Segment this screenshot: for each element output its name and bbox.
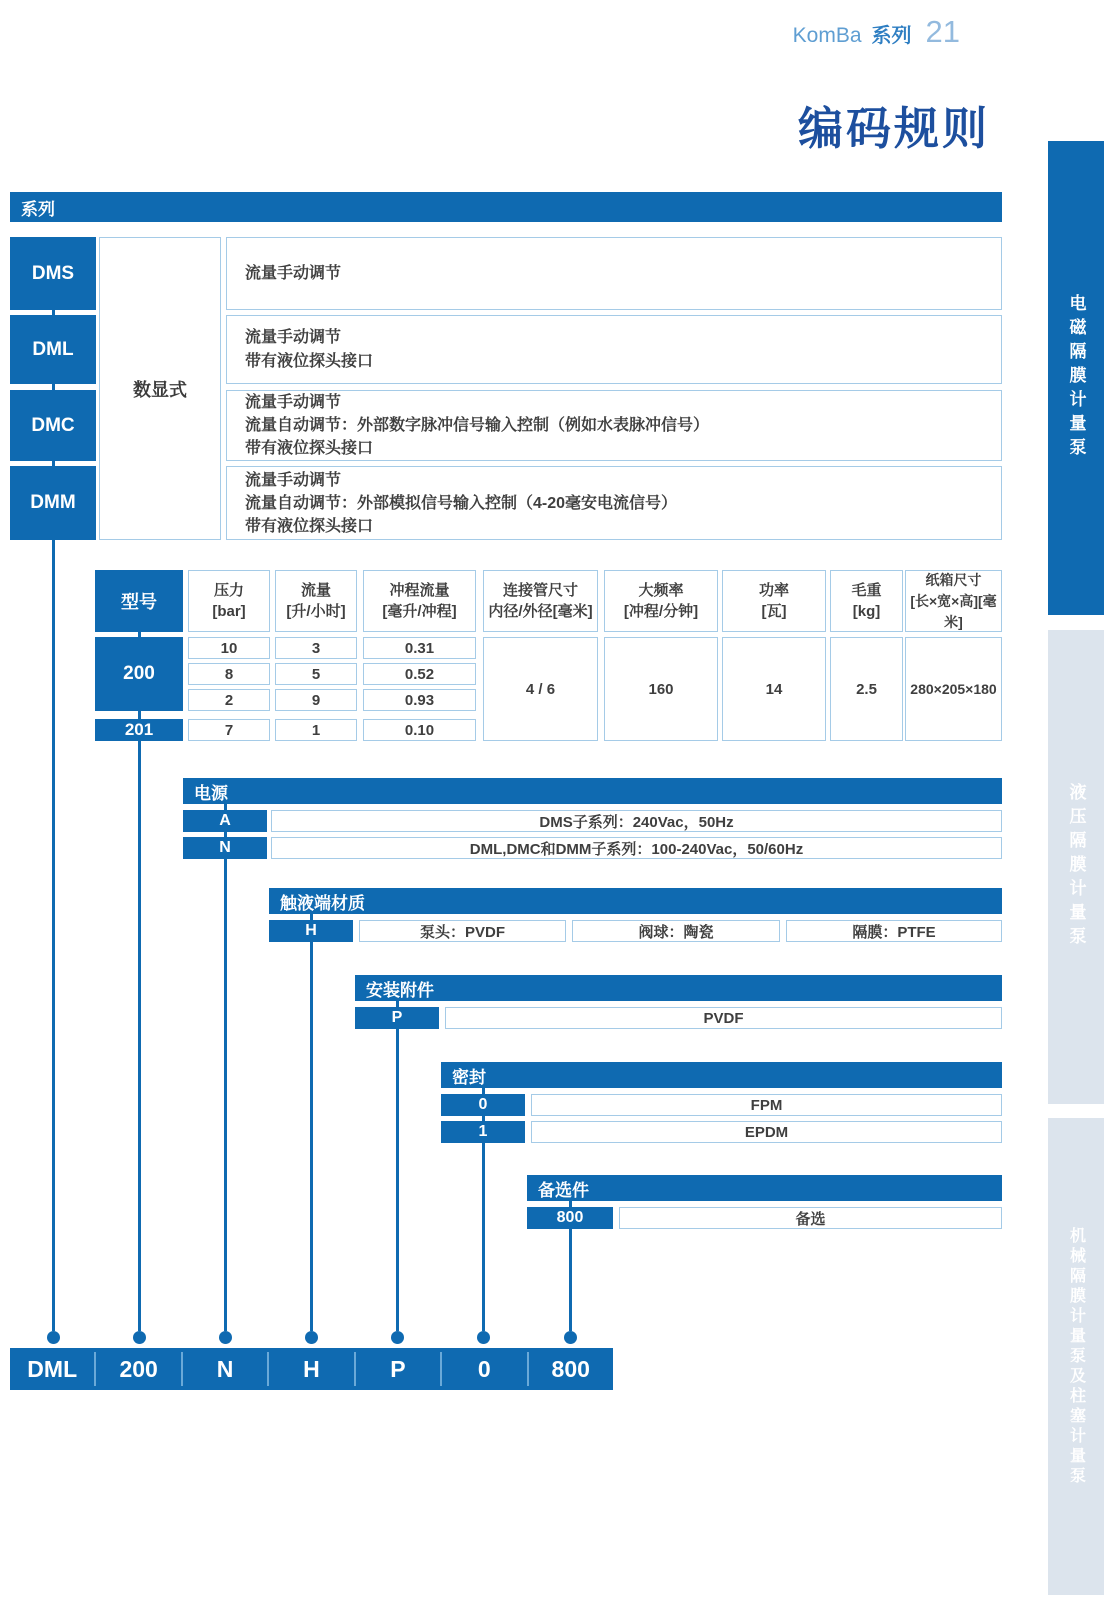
mounting-value: PVDF: [445, 1007, 1002, 1029]
col-title: 压力: [213, 582, 244, 599]
col-title: 连接管尺寸: [502, 582, 578, 599]
model-box-dmc: [10, 390, 96, 461]
spec-cell: 9: [275, 689, 357, 711]
spec-cell: 8: [188, 663, 270, 685]
spec-model-header: [95, 570, 183, 632]
code-segment-series: DML: [27, 1355, 78, 1382]
options-key-800: 800: [527, 1207, 613, 1229]
seal-value-1: EPDM: [531, 1121, 1002, 1143]
series-section-label: 系列: [21, 199, 55, 219]
display-type-label: 数显式: [133, 379, 187, 400]
code-segment-model: 200: [119, 1355, 158, 1382]
col-unit: [升/小时]: [286, 603, 346, 620]
connector-line-seal: [482, 1143, 485, 1331]
connector-line: [52, 384, 55, 390]
model-200-box: [95, 637, 183, 711]
model-201-box: [95, 719, 183, 741]
code-segment-mounting: P: [390, 1355, 406, 1382]
col-unit: [kg]: [852, 603, 881, 620]
col-title: 纸箱尺寸: [925, 571, 982, 588]
model-desc-dmm: [226, 466, 1002, 540]
col-header-carton: [905, 570, 1002, 632]
brand-name: KomBa: [792, 24, 862, 47]
mounting-section-bar: [355, 975, 1002, 1001]
options-section-label: 备选件: [538, 1180, 589, 1200]
col-header-max-freq: [604, 570, 718, 632]
material-section-bar: [269, 888, 1002, 914]
col-header-power: [722, 570, 826, 632]
col-title: 流量: [300, 582, 331, 599]
col-unit: [长×宽×高][毫米]: [910, 592, 997, 630]
col-header-pressure: [188, 570, 270, 632]
power-key-a: A: [183, 810, 267, 832]
sidebar-tab-solenoid-diaphragm-pump[interactable]: 电磁隔膜计量泵: [1048, 141, 1104, 615]
model-box-dmm: [10, 466, 96, 540]
page-number: 21: [925, 14, 960, 49]
spec-cell: 3: [275, 637, 357, 659]
sidebar-tab-hydraulic-diaphragm-pump[interactable]: 液压隔膜计量泵: [1048, 630, 1104, 1104]
mounting-section-label: 安装附件: [366, 980, 434, 1000]
connector-dot: [133, 1331, 146, 1344]
desc-line: 流量自动调节：外部数字脉冲信号输入控制（例如水表脉冲信号）: [245, 417, 710, 434]
code-segment-seal: 0: [477, 1355, 491, 1382]
seal-key-0: 0: [441, 1094, 525, 1116]
model-code-dms: DMS: [31, 262, 75, 284]
connector-dot: [391, 1331, 404, 1344]
desc-line: 流量手动调节: [245, 394, 342, 411]
connector-line-material: [310, 942, 313, 1331]
col-unit: [毫升/冲程]: [382, 603, 457, 620]
page-header: [770, 14, 960, 50]
power-key-n: N: [183, 837, 267, 859]
col-unit: [冲程/分钟]: [623, 603, 699, 620]
connector-dot: [305, 1331, 318, 1344]
spec-cell: 0.52: [363, 663, 476, 685]
connector-dot: [47, 1331, 60, 1344]
desc-line: 带有液位探头接口: [245, 517, 374, 535]
order-code-bar: [10, 1348, 613, 1390]
connector-dot: [477, 1331, 490, 1344]
seal-section-label: 密封: [452, 1067, 486, 1087]
options-value: 备选: [619, 1207, 1002, 1229]
spec-merged-power: 14: [722, 637, 826, 741]
spec-cell: 7: [188, 719, 270, 741]
model-desc-dmc: [226, 390, 1002, 461]
connector-line-options: [569, 1229, 572, 1331]
spec-model-header-label: 型号: [121, 592, 157, 612]
col-unit: [bar]: [212, 603, 246, 620]
power-value-a: DMS子系列：240Vac，50Hz: [271, 810, 1002, 832]
col-header-pipe-size: [483, 570, 598, 632]
spec-merged-freq: 160: [604, 637, 718, 741]
options-section-bar: [527, 1175, 1002, 1201]
model-code-dml: DML: [32, 338, 74, 360]
material-key-h: H: [269, 920, 353, 942]
series-section-bar: [10, 192, 1002, 222]
desc-line: 流量手动调节: [245, 471, 342, 489]
power-section-bar: [183, 778, 1002, 804]
model-box-dms: [10, 237, 96, 310]
connector-dot: [219, 1331, 232, 1344]
display-type-box: [99, 237, 221, 540]
col-unit: 内径/外径[毫米]: [488, 603, 593, 620]
seal-section-bar: [441, 1062, 1002, 1088]
spec-cell: 0.93: [363, 689, 476, 711]
connector-dot: [564, 1331, 577, 1344]
brand-series-word: 系列: [871, 25, 912, 47]
model-box-dml: [10, 315, 96, 384]
seal-key-1: 1: [441, 1121, 525, 1143]
connector-line-power: [224, 859, 227, 1331]
col-title: 大频率: [638, 582, 684, 599]
spec-cell: 0.31: [363, 637, 476, 659]
connector-line: [138, 711, 141, 719]
desc-line: 流量手动调节: [245, 328, 342, 346]
power-section-label: 电源: [194, 783, 228, 803]
model-201-label: 201: [124, 720, 154, 739]
connector-line-model: [138, 741, 141, 1331]
seal-value-0: FPM: [531, 1094, 1002, 1116]
desc-line: 流量手动调节: [245, 264, 342, 282]
spec-cell: 2: [188, 689, 270, 711]
desc-line: 带有液位探头接口: [245, 440, 374, 457]
desc-line: 流量自动调节：外部模拟信号输入控制（4-20毫安电流信号）: [245, 494, 678, 512]
col-header-weight: [830, 570, 903, 632]
col-title: 功率: [758, 582, 789, 599]
spec-cell: 1: [275, 719, 357, 741]
spec-merged-pipe: 4 / 6: [483, 637, 598, 741]
col-title: 毛重: [851, 582, 882, 599]
model-desc-dml: [226, 315, 1002, 384]
mounting-key-p: P: [355, 1007, 439, 1029]
model-desc-dms: [226, 237, 1002, 310]
material-cell-diaphragm: 隔膜：PTFE: [786, 920, 1002, 942]
code-segment-material: H: [303, 1355, 320, 1382]
code-segment-power: N: [216, 1355, 234, 1382]
power-value-n: DML,DMC和DMM子系列：100-240Vac，50/60Hz: [271, 837, 1002, 859]
connector-line: [52, 310, 55, 315]
spec-cell: 10: [188, 637, 270, 659]
connector-line-mounting: [396, 1029, 399, 1331]
material-section-label: 触液端材质: [280, 893, 365, 913]
page-title: 编码规则: [797, 103, 990, 154]
model-code-dmm: DMM: [30, 492, 76, 513]
code-segment-options: 800: [551, 1355, 590, 1382]
desc-line: 带有液位探头接口: [245, 352, 374, 370]
model-code-dmc: DMC: [31, 414, 75, 436]
connector-line-series: [52, 540, 55, 1331]
col-title: 冲程流量: [389, 582, 450, 599]
col-header-stroke-flow: [363, 570, 476, 632]
spec-merged-carton: 280×205×180: [905, 637, 1002, 741]
connector-line: [52, 461, 55, 466]
spec-merged-weight: 2.5: [830, 637, 903, 741]
sidebar-tab-mechanical-diaphragm-plunger-pump[interactable]: 机械隔膜计量泵及柱塞计量泵: [1048, 1118, 1104, 1595]
material-cell-valve-ball: 阀球：陶瓷: [572, 920, 780, 942]
col-unit: [瓦]: [761, 603, 787, 620]
model-200-label: 200: [123, 663, 155, 684]
col-header-flow: [275, 570, 357, 632]
spec-cell: 5: [275, 663, 357, 685]
material-cell-pump-head: 泵头：PVDF: [359, 920, 566, 942]
spec-cell: 0.10: [363, 719, 476, 741]
